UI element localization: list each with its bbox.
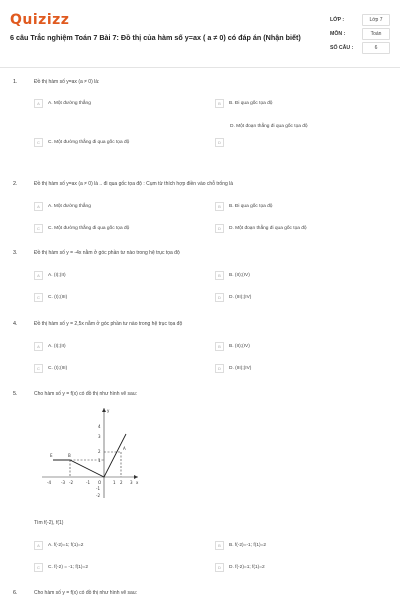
option-text: D. Một đoạn thẳng đi qua gốc tọa độ [229, 225, 307, 231]
question-number: 1. [13, 79, 18, 85]
option-key: C [34, 364, 43, 373]
option-text: B. (II);(IV) [229, 272, 250, 278]
option-key: C [34, 293, 43, 302]
meta-value: 6 [362, 42, 390, 54]
option-text: D. (III);(IV) [229, 365, 252, 371]
meta-panel [330, 13, 390, 55]
option-key: B [215, 541, 224, 550]
option-a[interactable] [34, 201, 91, 211]
question-text: Đồ thị hàm số y=ax (a ≠ 0) là: [34, 79, 100, 85]
origin-label: O [98, 480, 102, 485]
option-c[interactable] [34, 292, 67, 302]
option-d[interactable] [215, 223, 307, 233]
question-text: Đồ thị hàm số y = 2,5x nằm ở góc phần tư nào trong hệ trục tọa độ [34, 321, 183, 327]
question-number: 5. [13, 391, 18, 397]
y-tick-label: -2 [96, 493, 100, 498]
option-text: B. (II);(IV) [229, 343, 250, 349]
option-text: A. (I);(II) [48, 272, 66, 278]
option-d[interactable] [215, 363, 251, 373]
option-d[interactable] [215, 292, 251, 302]
x-tick-label: -1 [86, 480, 90, 485]
quizizz-logo: Quizizz [10, 12, 70, 28]
option-text: A. (I);(II) [48, 343, 66, 349]
x-tick-label: 3 [130, 480, 133, 485]
option-b[interactable] [215, 98, 272, 108]
graph-line [53, 434, 126, 477]
x-axis-label: x [136, 480, 139, 485]
meta-value: Lớp 7 [362, 14, 390, 26]
page-title: 6 câu Trắc nghiệm Toán 7 Bài 7: Đồ thị của hàm số y=ax ( a ≠ 0) có đáp án (Nhận biết) [10, 33, 301, 42]
question-text: Cho hàm số y = f(x) có đồ thị như hình vẽ sau: [34, 590, 137, 596]
question-text: Cho hàm số y = f(x) có đồ thị như hình vẽ sau: [34, 391, 137, 397]
option-a[interactable] [34, 98, 91, 108]
option-text: C. f(-2) = -1; f(1)=2 [48, 564, 88, 570]
x-tick-label: 1 [113, 480, 116, 485]
question-number: 6. [13, 590, 18, 596]
function-graph [34, 402, 144, 502]
option-d[interactable] [215, 137, 229, 147]
option-key: D [215, 224, 224, 233]
x-axis-arrow [134, 475, 138, 479]
option-text: D. f(-2)=1; f(1)=2 [229, 564, 265, 570]
y-tick-label: 2 [98, 449, 101, 454]
option-a[interactable] [34, 540, 83, 550]
meta-label: SỐ CÂU : [330, 45, 354, 51]
y-tick-label: 3 [98, 434, 101, 439]
option-b[interactable] [215, 270, 250, 280]
option-key: A [34, 202, 43, 211]
option-d[interactable] [215, 562, 265, 572]
header-divider [0, 67, 400, 68]
question-number: 2. [13, 181, 18, 187]
y-tick-label: 4 [98, 424, 101, 429]
meta-label: LỚP : [330, 17, 345, 23]
point-b-label: B [68, 453, 71, 458]
option-key: C [34, 563, 43, 572]
option-key: B [215, 202, 224, 211]
question-number: 3. [13, 250, 18, 256]
meta-row-grade [330, 13, 390, 27]
option-text: C. (I);(III) [48, 294, 68, 300]
meta-row-count [330, 41, 390, 55]
option-text: B. Đi qua gốc tọa độ [229, 203, 273, 209]
option-text: C. Một đường thẳng đi qua gốc tọa độ [48, 225, 130, 231]
option-c[interactable] [34, 137, 129, 147]
question-subtext: Tìm f(-2), f(1) [34, 520, 64, 526]
question-text: Đồ thị hàm số y = -4x nằm ở góc phần tư nào trong hệ trục tọa độ [34, 250, 180, 256]
option-d-text[interactable] [230, 121, 308, 131]
point-a-label: A [123, 446, 126, 451]
option-a[interactable] [34, 341, 66, 351]
option-text: C. Một đường thẳng đi qua gốc tọa độ [48, 139, 130, 145]
option-key: D [215, 563, 224, 572]
option-b[interactable] [215, 341, 250, 351]
option-text: B. Đi qua gốc tọa độ [229, 100, 273, 106]
option-key: A [34, 271, 43, 280]
option-b[interactable] [215, 540, 266, 550]
y-axis-label: y [107, 408, 110, 413]
option-key: A [34, 99, 43, 108]
option-key: D [215, 138, 224, 147]
option-c[interactable] [34, 562, 88, 572]
option-key: C [34, 138, 43, 147]
option-a[interactable] [34, 270, 66, 280]
y-tick-label: 1 [98, 458, 101, 463]
meta-row-subject [330, 27, 390, 41]
option-text: A. Một đường thẳng [48, 100, 91, 106]
option-text: C. (I);(III) [48, 365, 68, 371]
option-key: A [34, 342, 43, 351]
meta-label: MÔN : [330, 31, 346, 37]
option-key: D [215, 293, 224, 302]
option-text: A. f(-2)=1; f(1)=2 [48, 542, 84, 548]
option-key: B [215, 342, 224, 351]
option-text: D. (III);(IV) [229, 294, 252, 300]
option-key: A [34, 541, 43, 550]
option-key: B [215, 99, 224, 108]
question-text: Đồ thị hàm số y=ax (a ≠ 0) là .. đi qua gốc tọa độ : Cụm từ thích hợp điền vào chỗ trống là [34, 181, 234, 187]
option-key: D [215, 364, 224, 373]
option-c[interactable] [34, 223, 129, 233]
x-tick-label: -4 [47, 480, 51, 485]
meta-value: Toán [362, 28, 390, 40]
option-text: D. Một đoạn thẳng đi qua gốc tọa độ [230, 123, 308, 129]
option-text: A. Một đường thẳng [48, 203, 91, 209]
y-tick-label: -1 [96, 486, 100, 491]
x-tick-label: 2 [120, 480, 123, 485]
option-b[interactable] [215, 201, 272, 211]
x-tick-label: -2 [69, 480, 73, 485]
x-tick-label: -3 [61, 480, 65, 485]
option-text: B. f(-2)=-1; f(1)=2 [229, 542, 267, 548]
option-key: C [34, 224, 43, 233]
option-c[interactable] [34, 363, 67, 373]
point-e-label: E [50, 453, 53, 458]
y-axis-arrow [102, 408, 106, 412]
option-key: B [215, 271, 224, 280]
question-number: 4. [13, 321, 18, 327]
